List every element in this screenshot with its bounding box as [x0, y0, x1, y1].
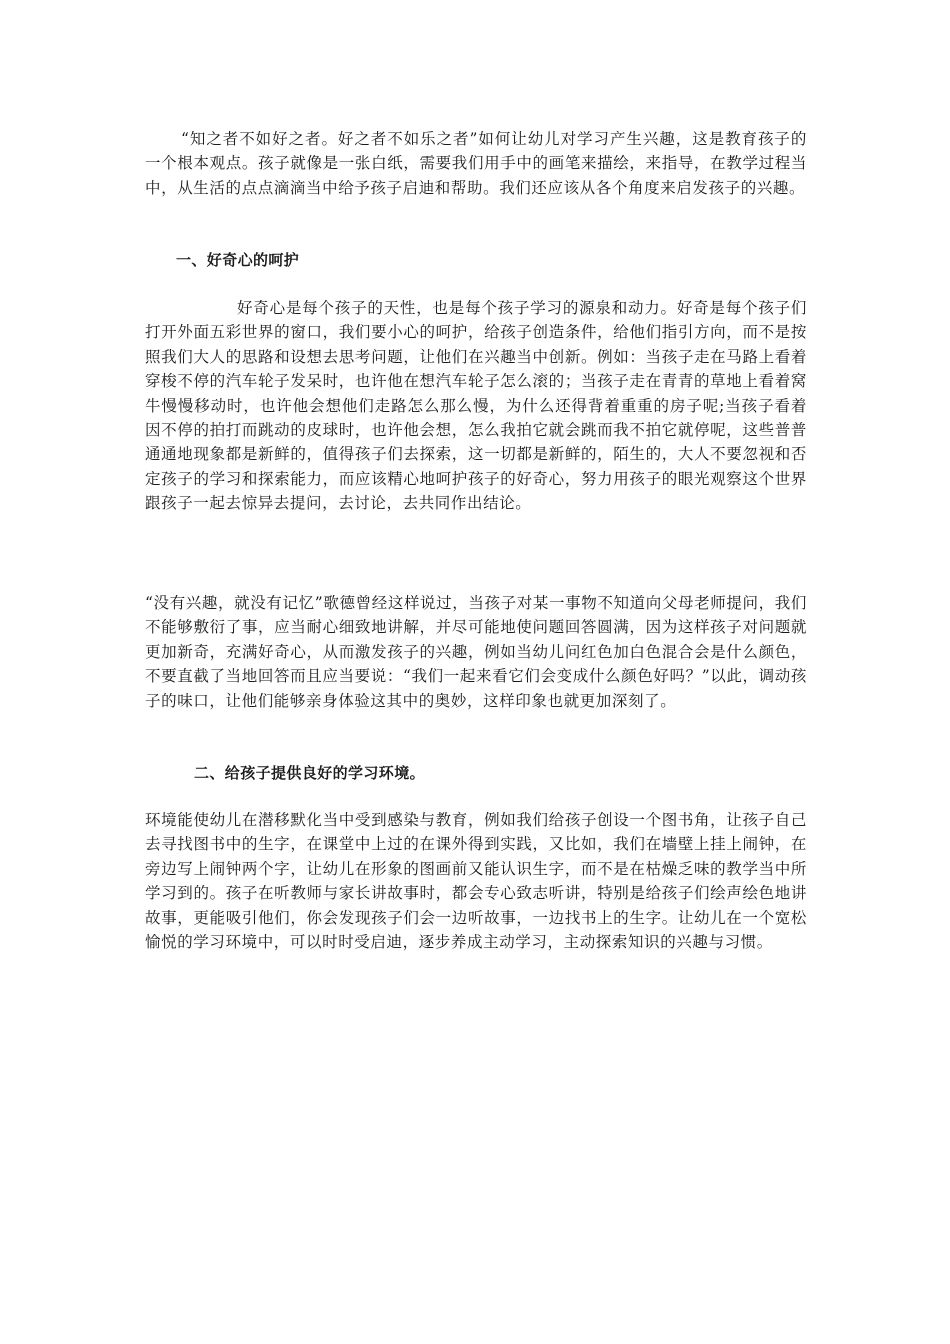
section-2-paragraph-1: 环境能使幼儿在潜移默化当中受到感染与教育，例如我们给孩子创设一个图书角，让孩子自己去寻找图书中的生字，在课堂中上过的在课外得到实践，又比如，我们在墙壁上挂上闹钟，在旁边写上闹钟两个字，让幼儿在形象的图画前又能认识生字，而不是在枯燥乏味的教学当中所学习到的。孩子在听教师与家长讲故事时，都会专心致志听讲，特别是给孩子们绘声绘色地讲故事，更能吸引他们，你会发现孩子们会一边听故事，一边找书上的生字。让幼儿在一个宽松愉悦的学习环境中，可以时时受启迪，逐步养成主动学习，主动探索知识的兴趣与习惯。 — [145, 811, 807, 952]
section-1-paragraph-1: 好奇心是每个孩子的天性，也是每个孩子学习的源泉和动力。好奇是每个孩子们打开外面五彩世界的窗口，我们要小心的呵护，给孩子创造条件，给他们指引方向，而不是按照我们大人的思路和设想去思考问题，让他们在兴趣当中创新。例如：当孩子走在马路上看着穿梭不停的汽车轮子发呆时，也许他在想汽车轮子怎么滚的；当孩子走在青青的草地上看着窝牛慢慢移动时，也许他会想他们走路怎么那么慢，为什么还得背着重重的房子呢;当孩子看着因不停的拍打而跳动的皮球时，也许他会想，怎么我拍它就会跳而我不拍它就停呢，这些普普通通地现象都是新鲜的，值得孩子们去探索，这一切都是新鲜的，陌生的，大人不要忽视和否定孩子的学习和探索能力，而应该精心地呵护孩子的好奇心，努力用孩子的眼光观察这个世界跟孩子一起去惊异去提问，去讨论，去共同作出结论。 — [145, 299, 807, 513]
section-1-heading: 一、好奇心的呵护 — [176, 251, 300, 269]
section-2-heading: 二、给孩子提供良好的学习环境。 — [194, 764, 426, 782]
section-1-paragraph-2: “没有兴趣，就没有记忆”歌德曾经这样说过，当孩子对某一事物不知道向父母老师提问，我们不能够敷衍了事，应当耐心细致地讲解，并尽可能地使问题回答圆满，因为这样孩子对问题就更加新奇，充满好奇心，从而激发孩子的兴趣，例如当幼儿问红色加白色混合会是什么颜色，不要直截了当地回答而且应当要说：“我们一起来看它们会变成什么颜色好吗？”以此，调动孩子的味口，让他们能够亲身体验这其中的奥妙，这样印象也就更加深刻了。 — [145, 594, 807, 710]
intro-paragraph: “知之者不如好之者。好之者不如乐之者”如何让幼儿对学习产生兴趣，这是教育孩子的一个根本观点。孩子就像是一张白纸，需要我们用手中的画笔来描绘，来指导，在教学过程当中，从生活的点点滴滴当中给予孩子启迪和帮助。我们还应该从各个角度来启发孩子的兴趣。 — [145, 130, 807, 197]
